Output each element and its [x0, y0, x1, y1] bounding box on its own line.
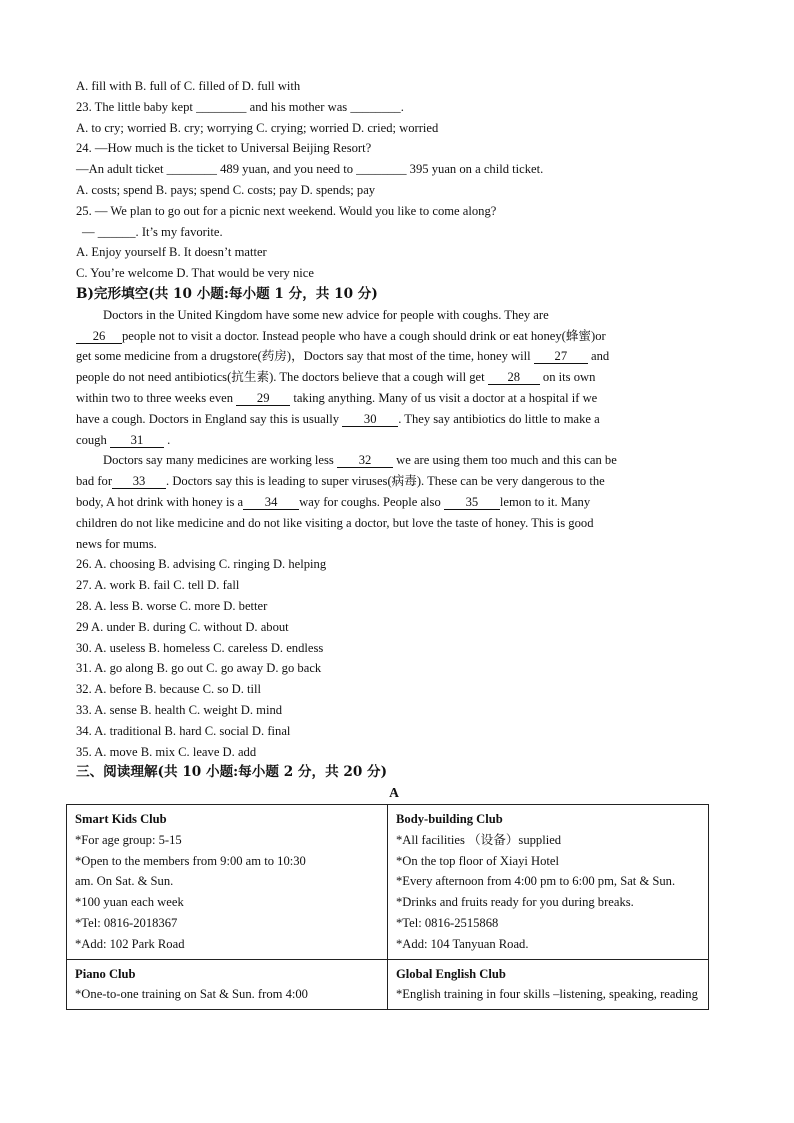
piano-club-cell: [67, 959, 388, 1010]
q24-question: 24. —How much is the ticket to Universal Beijing Resort?: [76, 141, 372, 156]
passage-line: news for mums.: [76, 536, 157, 551]
blank-34[interactable]: 34: [243, 495, 299, 510]
option-line-28: 28. A. less B. worse C. more D. better: [76, 598, 268, 613]
blank-31[interactable]: 31: [110, 433, 164, 448]
blank-26[interactable]: 26: [76, 329, 122, 344]
section-3-title: 三、阅读理解(共 10 小题:每小题 2 分，共 20 分): [76, 764, 388, 781]
club-detail: *Tel: 0816-2515868: [396, 915, 499, 930]
option-line-34: 34. A. traditional B. hard C. social D. final: [76, 723, 291, 738]
passage-a-label: A: [389, 785, 399, 801]
q24-dialogue: —An adult ticket ________ 489 yuan, and you need to ________ 395 yuan on a child ticket.: [76, 162, 544, 177]
passage-text: taking anything. Many of us visit a doctor at a hospital if we: [290, 390, 598, 405]
table-row: [67, 959, 709, 1010]
club-detail: am. On Sat. & Sun.: [75, 874, 174, 889]
blank-30[interactable]: 30: [342, 412, 398, 427]
passage-text: get some medicine from a drugstore(药房)，Doctors say that most of the time, honey will: [76, 349, 534, 364]
option-line-27: 27. A. work B. fail C. tell D. fall: [76, 578, 240, 593]
passage-line: [76, 450, 712, 471]
passage-text: . Doctors say this is leading to super viruses(病毒). These can be very dangerous to the: [166, 474, 605, 489]
q23-question: 23. The little baby kept ________ and his mother was ________.: [76, 99, 404, 114]
club-detail: *All facilities （设备）supplied: [396, 832, 562, 847]
option-line-29: 29 A. under B. during C. without D. about: [76, 619, 289, 634]
option-line-31: 31. A. go along B. go out C. go away D. go back: [76, 661, 322, 676]
passage-text: within two to three weeks even: [76, 390, 237, 405]
passage-text: Doctors say many medicines are working less: [103, 453, 337, 468]
q25-question: 25. — We plan to go out for a picnic next weekend. Would you like to come along?: [76, 203, 497, 218]
passage-text: have a cough. Doctors in England say this is usually: [76, 411, 343, 426]
passage-line: [76, 492, 712, 513]
club-detail: *Add: 104 Tanyuan Road.: [396, 936, 529, 951]
blank-35[interactable]: 35: [444, 495, 500, 510]
passage-text: on its own: [539, 370, 596, 385]
section-b-title: B)完形填空(共 10 小题:每小题 1 分，共 10 分): [76, 285, 378, 302]
passage-line: [76, 430, 712, 451]
option-line-32: 32. A. before B. because C. so D. till: [76, 682, 262, 697]
option-line-33: 33. A. sense B. health C. weight D. mind: [76, 702, 283, 717]
q25-options-cd: C. You’re welcome D. That would be very nice: [76, 266, 314, 281]
passage-text: lemon to it. Many: [499, 494, 591, 509]
option-line-30: 30. A. useless B. homeless C. careless D. endless: [76, 640, 324, 655]
passage-text: people do not need antibiotics(抗生素). The doctors believe that a cough will get: [76, 370, 488, 385]
club-detail: *For age group: 5-15: [75, 832, 182, 847]
table-row: [67, 805, 709, 960]
passage-line: [76, 367, 712, 388]
club-title: Smart Kids Club: [75, 812, 167, 826]
club-detail: *English training in four skills –listening, speaking, reading: [396, 987, 698, 1002]
blank-28[interactable]: 28: [488, 370, 540, 385]
passage-line: [76, 471, 712, 492]
club-detail: *Drinks and fruits ready for you during breaks.: [396, 895, 634, 910]
passage-line: [76, 409, 712, 430]
passage-line: [76, 346, 712, 367]
passage-text: way for coughs. People also: [299, 494, 444, 509]
passage-line: [76, 326, 712, 347]
passage-line: Doctors in the United Kingdom have some new advice for people with coughs. They are: [103, 307, 549, 322]
smart-kids-club-cell: [67, 805, 388, 960]
passage-line: [76, 388, 712, 409]
body-building-club-cell: [388, 805, 709, 960]
club-title: Piano Club: [75, 966, 136, 981]
q25-options-ab: A. Enjoy yourself B. It doesn’t matter: [76, 245, 267, 260]
cloze-options: [76, 554, 712, 762]
q24-options: A. costs; spend B. pays; spend C. costs; pay D. spends; pay: [76, 182, 376, 197]
blank-29[interactable]: 29: [236, 391, 290, 406]
blank-27[interactable]: 27: [534, 349, 588, 364]
passage-text: we are using them too much and this can be: [392, 453, 617, 468]
blank-33[interactable]: 33: [112, 474, 166, 489]
passage-text: . They say antibiotics do little to make a: [398, 411, 600, 426]
q23-options: A. to cry; worried B. cry; worrying C. crying; worried D. cried; worried: [76, 120, 439, 135]
club-title: Body-building Club: [396, 812, 503, 826]
club-detail: *Add: 102 Park Road: [75, 936, 185, 951]
club-detail: *On the top floor of Xiayi Hotel: [396, 853, 559, 868]
passage-text: cough: [76, 432, 110, 447]
q22-options: A. fill with B. full of C. filled of D. full with: [76, 79, 301, 93]
option-line-35: 35. A. move B. mix C. leave D. add: [76, 744, 257, 759]
cloze-passage: [76, 305, 712, 555]
club-detail: *100 yuan each week: [75, 895, 184, 910]
blank-32[interactable]: 32: [337, 453, 393, 468]
option-line-26: 26. A. choosing B. advising C. ringing D. helping: [76, 557, 327, 572]
club-detail: *One-to-one training on Sat & Sun. from 4:00: [75, 987, 308, 1002]
club-detail: *Open to the members from 9:00 am to 10:30: [75, 853, 306, 868]
passage-text: and: [587, 349, 610, 364]
club-detail: *Tel: 0816-2018367: [75, 915, 178, 930]
club-detail: *Every afternoon from 4:00 pm to 6:00 pm, Sat & Sun.: [396, 874, 676, 889]
passage-text: people not to visit a doctor. Instead people who have a cough should drink or eat honey(蜂蜜)or: [122, 328, 606, 343]
club-title: Global English Club: [396, 966, 506, 981]
passage-line: children do not like medicine and do not like visiting a doctor, but love the taste of honey. This is good: [76, 515, 594, 530]
clubs-table: [66, 804, 709, 1010]
exam-page: [76, 76, 712, 804]
passage-text: body, A hot drink with honey is a: [76, 494, 244, 509]
global-english-club-cell: [388, 959, 709, 1010]
q25-dialogue: — ______. It’s my favorite.: [82, 224, 223, 239]
passage-text: bad for: [76, 474, 113, 489]
passage-text: .: [163, 432, 171, 447]
